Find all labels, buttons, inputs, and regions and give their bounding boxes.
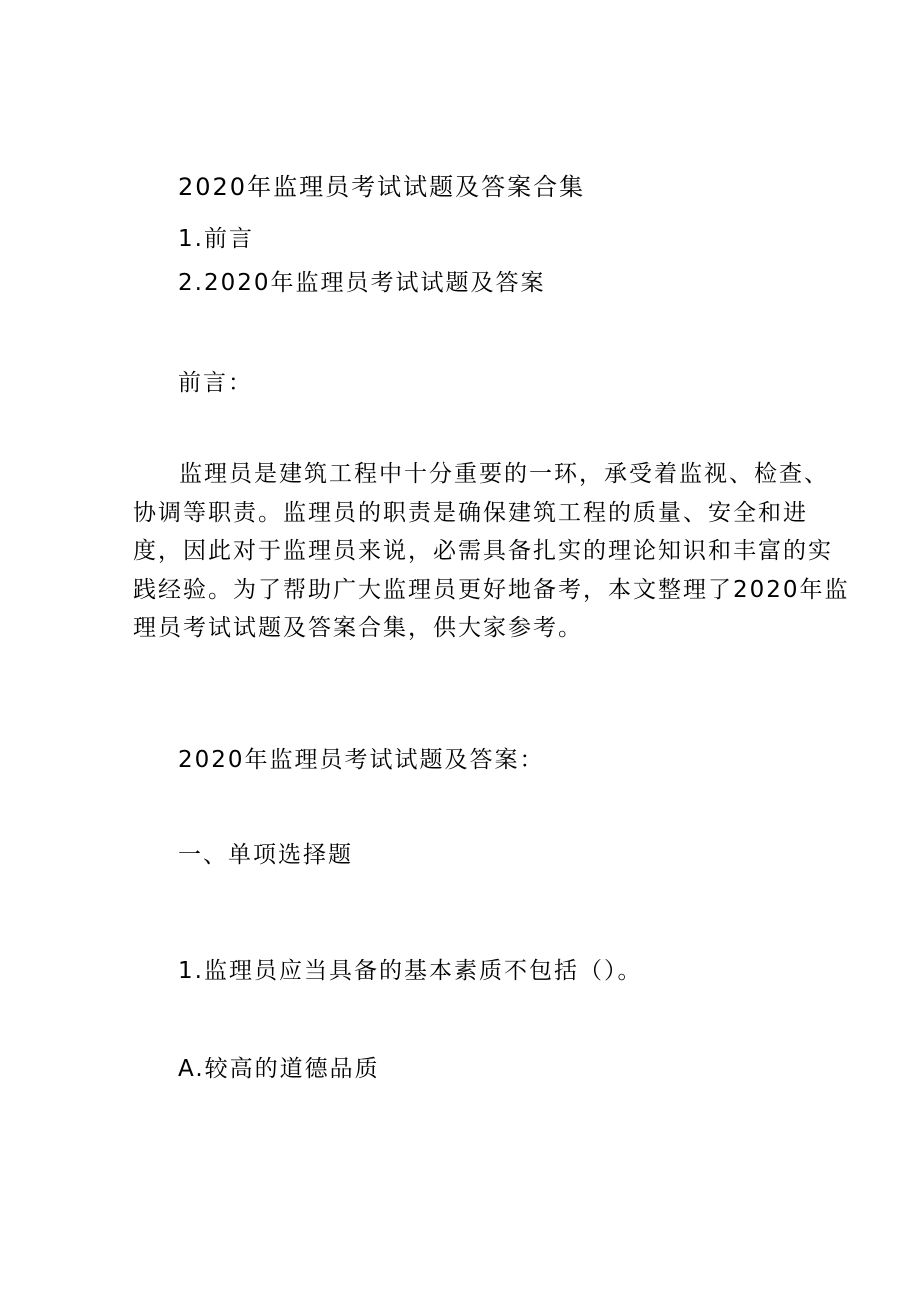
preface-line: 协调等职责。监理员的职责是确保建筑工程的质量、安全和进 — [133, 499, 808, 526]
preface-line: 践经验。为了帮助广大监理员更好地备考，本文整理了2020年监 — [133, 576, 850, 603]
question-stem: 1.监理员应当具备的基本素质不包括（）。 — [178, 958, 643, 984]
toc-item-exam: 2.2020年监理员考试试题及答案 — [178, 270, 546, 296]
question-option: A.较高的道德品质 — [178, 1056, 380, 1082]
document-title: 2020年监理员考试试题及答案合集 — [178, 173, 586, 201]
preface-line: 理员考试试题及答案合集，供大家参考。 — [133, 615, 583, 641]
part-heading: 一、单项选择题 — [178, 842, 353, 868]
preface-line: 监理员是建筑工程中十分重要的一环，承受着监视、检查、 — [179, 461, 829, 487]
preface-heading: 前言： — [178, 370, 253, 396]
toc-item-preface: 1.前言 — [178, 226, 254, 252]
section-heading: 2020年监理员考试试题及答案： — [178, 747, 545, 773]
preface-paragraph — [133, 455, 850, 648]
preface-line: 度，因此对于监理员来说，必需具备扎实的理论知识和丰富的实 — [133, 538, 833, 564]
